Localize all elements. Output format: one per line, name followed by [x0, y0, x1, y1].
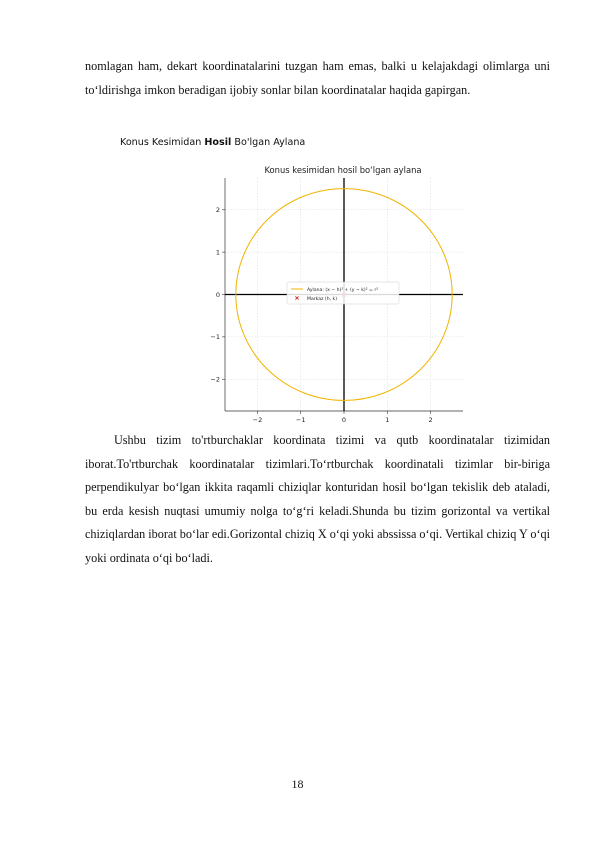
circle-chart [195, 158, 470, 423]
legend-box [287, 282, 399, 304]
figure-title: Konus Kesimidan Hosil Bo'lgan Aylana [120, 137, 306, 148]
y-tick-label: 2 [215, 206, 220, 215]
paragraph-coordinates: Ushbu tizim to'rtburchaklar koordinata tizimi va qutb koordinatalar tizimidan iborat.To'rtburchak koordinatalar tizimlari.To‘rtburchak koordinatali tizimlar bir-biriga perpendikulyar bo‘lgan ikkita raqamli chiziqlar konturidan hosil bo‘lgan tekislik deb ataladi, bu erda kesish nuqtasi umumiy nolga to‘g‘ri keladi.Shunda bu tizim gorizontal va vertikal chiziqlardan iborat bo‘lar edi.Gorizontal chiziq X o‘qi yoki abssissa o‘qi. Vertikal chiziq Y o‘qi yoki ordinata o‘qi bo‘ladi. [85, 433, 550, 565]
chart-title: Konus kesimidan hosil bo‘lgan aylana [264, 165, 422, 175]
legend-label: Markaz (h, k) [307, 297, 338, 302]
y-tick-label: 0 [215, 290, 220, 299]
paragraph-intro: nomlagan ham, dekart koordinatalarini tuzgan ham emas, balki u kelajakdagi olimlarga uni to‘ldirishga imkon beradigan ijobiy sonlar bilan koordinatalar haqida gapirgan. [85, 59, 550, 97]
legend-label: Aylana: (x − h)² + (y − k)² = r² [307, 288, 379, 293]
page-number: 18 [291, 777, 304, 791]
y-tick-label: 1 [215, 248, 220, 257]
x-tick-label: 0 [341, 416, 347, 423]
y-tick-label: −1 [210, 333, 220, 342]
x-tick-label: −1 [295, 416, 306, 423]
x-tick-label: −2 [252, 416, 263, 423]
y-tick-label: −2 [210, 375, 220, 384]
x-tick-label: 2 [428, 416, 433, 423]
x-tick-label: 1 [385, 416, 390, 423]
tick-labels [210, 206, 432, 423]
legend [287, 282, 399, 304]
